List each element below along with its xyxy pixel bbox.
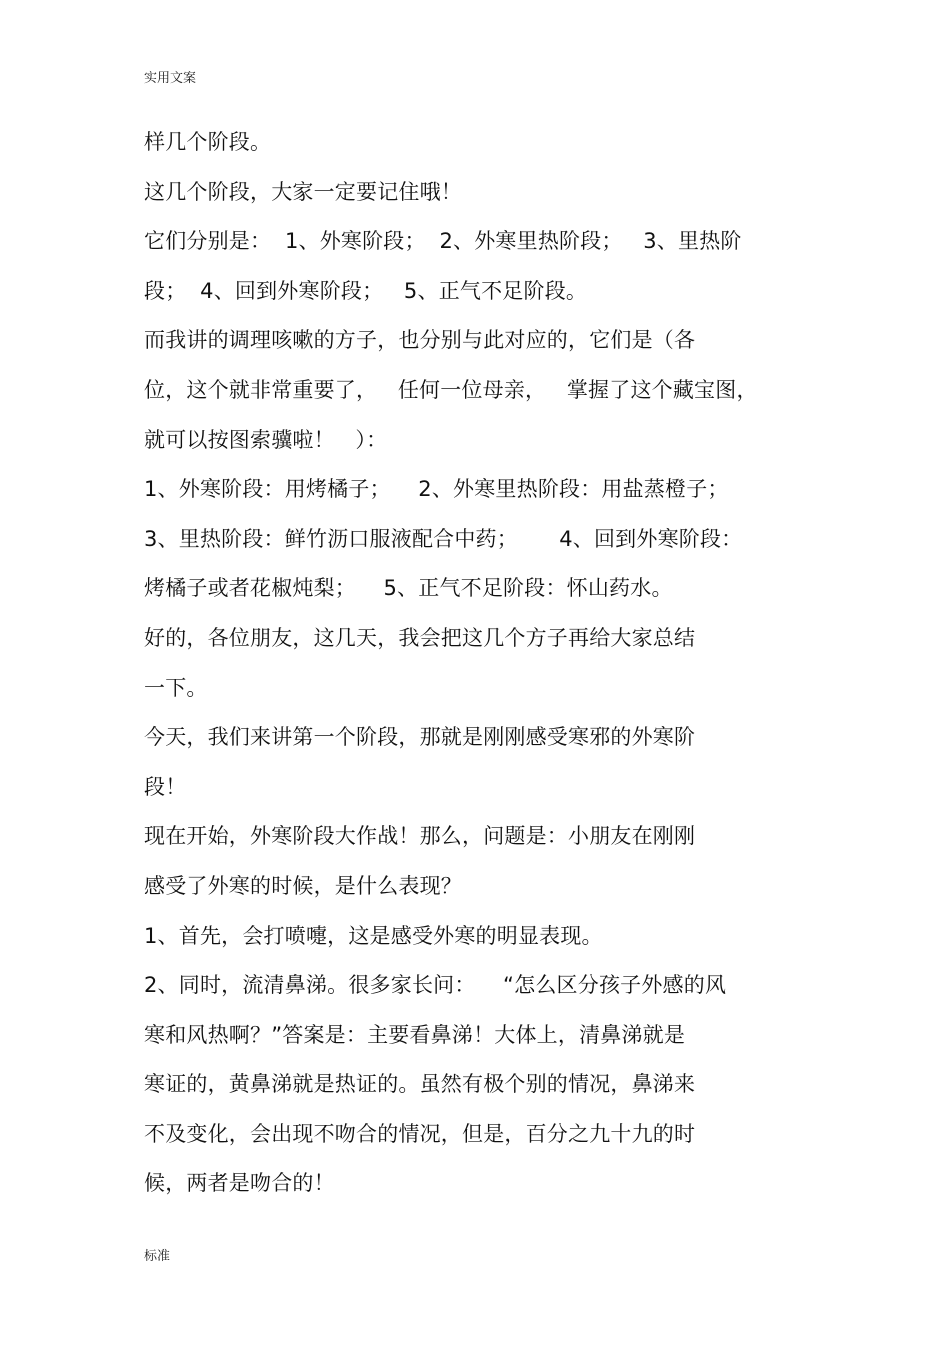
text-line: 它们分别是： 1、外寒阶段； 2、外寒里热阶段； 3、里热阶 xyxy=(144,229,742,254)
text-line: 段！ xyxy=(144,774,187,799)
text-line: 位，这个就非常重要了， 任何一位母亲， 掌握了这个藏宝图， xyxy=(144,377,758,402)
text-line: 候，两者是吻合的！ xyxy=(144,1171,335,1196)
text-line: 段； 4、回到外寒阶段； 5、正气不足阶段。 xyxy=(144,278,588,303)
text-line: 样几个阶段。 xyxy=(144,130,272,154)
text-line: 今天，我们来讲第一个阶段，那就是刚刚感受寒邪的外寒阶 xyxy=(144,725,696,750)
text-line: 1、外寒阶段：用烤橘子； 2、外寒里热阶段：用盐蒸橙子； xyxy=(144,477,729,502)
text-line: 现在开始，外寒阶段大作战！那么，问题是：小朋友在刚刚 xyxy=(144,824,696,849)
text-line: 烤橘子或者花椒炖梨； 5、正气不足阶段：怀山药水。 xyxy=(144,576,673,601)
text-line: 就可以按图索骥啦！ ）： xyxy=(144,427,388,452)
text-line: 一下。 xyxy=(144,675,208,700)
text-line: 2、同时，流清鼻涕。很多家长问： “怎么区分孩子外感的风 xyxy=(144,973,727,998)
text-line: 好的，各位朋友，这几天，我会把这几个方子再给大家总结 xyxy=(144,625,696,650)
text-line: 感受了外寒的时候，是什么表现？ xyxy=(144,873,462,898)
document-body xyxy=(144,124,804,1215)
page-footer: 标准 xyxy=(144,1249,171,1264)
text-line: 1、首先，会打喷嚏，这是感受外寒的明显表现。 xyxy=(144,923,603,948)
text-line: 而我讲的调理咳嗽的方子，也分别与此对应的，它们是（各 xyxy=(144,328,696,353)
text-line: 不及变化，会出现不吻合的情况，但是，百分之九十九的时 xyxy=(144,1121,696,1146)
page-header: 实用文案 xyxy=(144,71,197,86)
text-line: 3、里热阶段：鲜竹沥口服液配合中药； 4、回到外寒阶段： xyxy=(144,526,743,551)
text-line: 寒和风热啊？”答案是：主要看鼻涕！大体上，清鼻涕就是 xyxy=(144,1022,686,1047)
text-line: 这几个阶段，大家一定要记住哦！ xyxy=(144,179,462,204)
text-line: 寒证的，黄鼻涕就是热证的。虽然有极个别的情况，鼻涕来 xyxy=(144,1072,696,1097)
